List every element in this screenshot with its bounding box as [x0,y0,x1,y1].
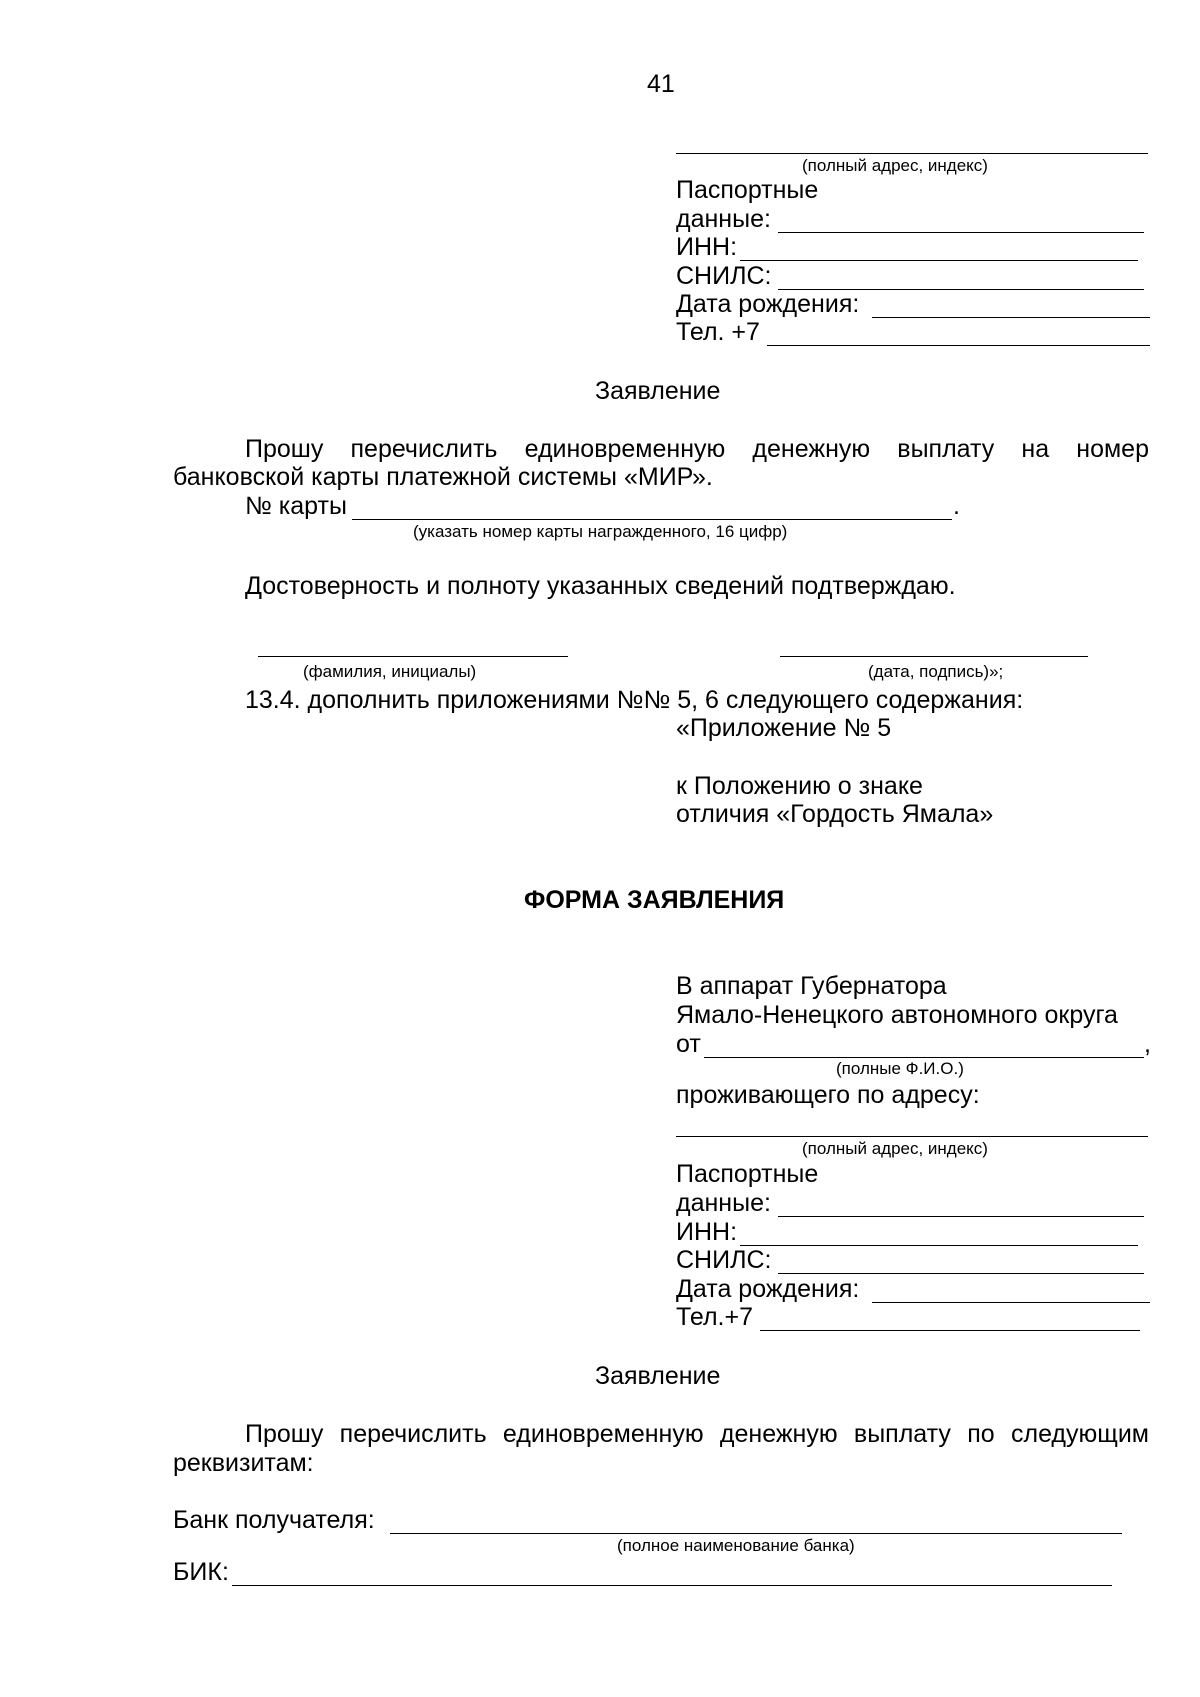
passport-data-line-2[interactable] [778,1216,1144,1217]
card-number-end: . [953,492,960,520]
inn-line-2[interactable] [740,1245,1138,1246]
statement-title: Заявление [595,377,721,405]
address-line-2[interactable] [676,1136,1148,1137]
birth-date-line[interactable] [872,317,1150,318]
card-number-line[interactable] [352,519,952,520]
request-text-line-2: банковской карты платежной системы «МИР». [173,463,713,491]
phone-line[interactable] [767,345,1150,346]
passport-data-line[interactable] [778,232,1144,233]
phone-label-2: Тел.+7 [676,1303,753,1331]
amendment-text: 13.4. дополнить приложениями №№ 5, 6 следующего содержания: [245,686,1024,714]
passport-label-2: Паспортные [676,1160,819,1188]
appendix-line-1: «Приложение № 5 [676,714,892,742]
inn-line[interactable] [740,260,1138,261]
card-number-label: № карты [245,492,347,520]
inn-label-2: ИНН: [676,1218,738,1246]
birth-date-label: Дата рождения: [676,290,860,318]
date-signature-line[interactable] [780,656,1088,657]
birth-date-label-2: Дата рождения: [676,1275,860,1303]
fio-caption: (полные Ф.И.О.) [836,1059,964,1078]
request-text-2-line-2: реквизитам: [173,1449,314,1477]
appendix-line-2: к Положению о знаке [676,772,923,800]
recipient-line-1: В аппарат Губернатора [676,972,947,1000]
name-signature-line[interactable] [258,656,568,657]
confirm-text: Достоверность и полноту указанных сведений подтверждаю. [245,572,956,600]
date-caption: (дата, подпись)»; [868,662,1004,681]
bik-label: БИК: [173,1558,229,1586]
request-text-2-line-1: Прошу перечислить единовременную денежную выплату по следующим [245,1420,1149,1448]
recipient-line-2: Ямало-Ненецкого автономного округа [676,1001,1118,1029]
from-comma: , [1144,1030,1151,1058]
inn-label: ИНН: [676,233,738,261]
page-number: 41 [647,70,675,98]
phone-line-2[interactable] [760,1330,1140,1331]
bank-name-caption: (полное наименование банка) [617,1536,855,1555]
statement-title-2: Заявление [595,1362,721,1390]
bank-name-line[interactable] [390,1533,1122,1534]
phone-label: Тел. +7 [676,318,760,346]
passport-data-label-2: данные: [676,1189,771,1217]
request-text-line-1: Прошу перечислить единовременную денежную выплату на номер [245,435,1149,463]
residing-label: проживающего по адресу: [676,1081,980,1109]
from-name-line[interactable] [704,1057,1144,1058]
form-title: ФОРМА ЗАЯВЛЕНИЯ [524,886,785,914]
address-line[interactable] [676,153,1148,154]
address-caption-2: (полный адрес, индекс) [802,1139,988,1158]
birth-date-line-2[interactable] [872,1302,1150,1303]
snils-label-2: СНИЛС: [676,1246,772,1274]
name-caption: (фамилия, инициалы) [303,662,477,681]
address-caption: (полный адрес, индекс) [802,156,988,175]
bank-name-label: Банк получателя: [173,1506,375,1534]
snils-label: СНИЛС: [676,262,772,290]
card-number-caption: (указать номер карты награжденного, 16 цифр) [413,522,788,541]
from-label: от [676,1030,701,1058]
passport-data-label: данные: [676,205,771,233]
snils-line-2[interactable] [778,1273,1144,1274]
passport-label: Паспортные [676,176,819,204]
appendix-line-3: отличия «Гордость Ямала» [676,800,994,828]
bik-line[interactable] [232,1585,1112,1586]
